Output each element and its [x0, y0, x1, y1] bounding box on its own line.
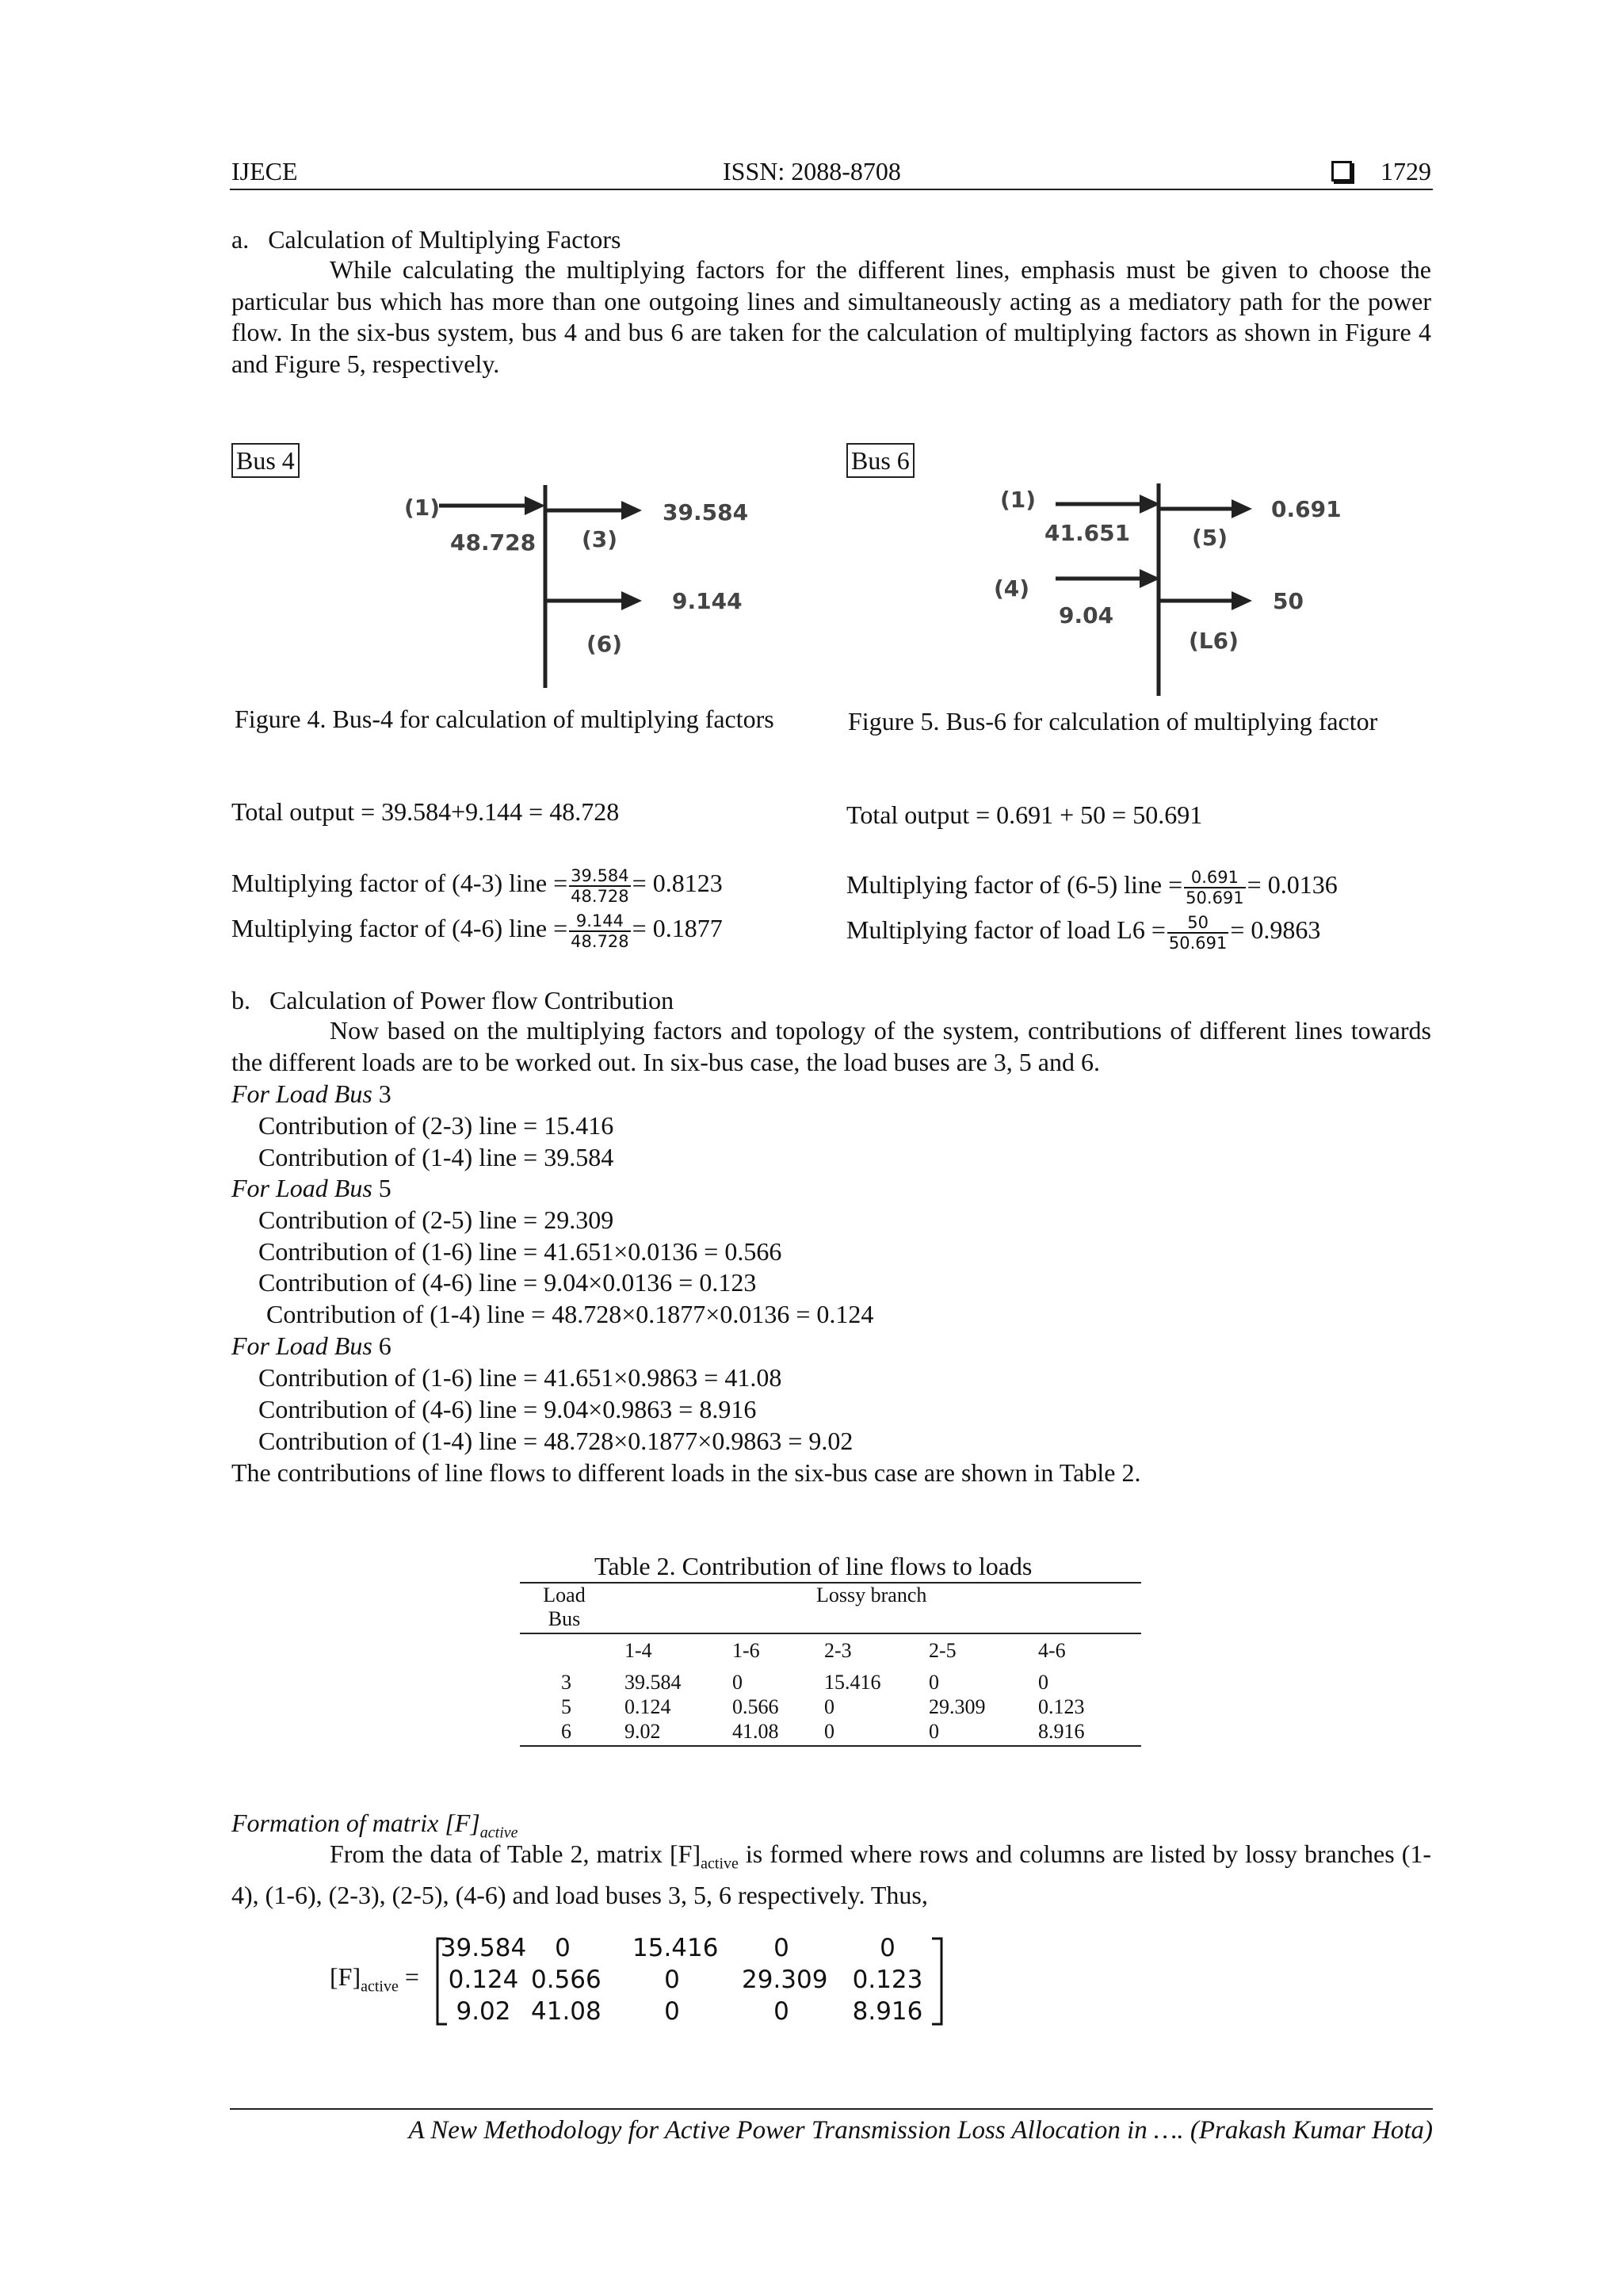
issn: ISSN: 2088-8708: [723, 157, 901, 185]
table2-col-header: 2-3: [824, 1639, 852, 1662]
matrix-cell: 41.08: [531, 1997, 601, 2026]
table2-group-header: Lossy branch: [816, 1584, 927, 1606]
mf-4-6-equation: Multiplying factor of (4-6) line = $\frac{9.144}{48.728}$ = 0.1877: [231, 911, 723, 951]
lb5-contribution-3: Contribution of (4-6) line = 9.04×0.0136 = 0.123: [258, 1268, 757, 1297]
bus6-label-box: Bus 6: [846, 443, 915, 478]
section-b-paragraph: Now based on the multiplying factors and topology of the system, contributions of different lines towards the different loads are to be worked out. In six-bus case, the load buses are 3, 5 and 6.: [231, 1016, 1431, 1076]
table-row: [520, 1720, 1141, 1744]
bus6-out2-label: (L6): [1189, 628, 1239, 654]
table-cell: 0: [929, 1671, 939, 1694]
table-cell-bus: 3: [561, 1671, 571, 1694]
matrix-paragraph: From the data of Table 2, matrix $[F]_{active}$ is formed where rows and columns are listed by lossy branches (1-4), (1-6), (2-3), (2-5), (4-6) and load buses 3, 5, 6 respectively. Thus,: [231, 1839, 1432, 1909]
matrix-heading: Formation of matrix $[F]_{active}$: [231, 1809, 518, 1842]
matrix-cell: 0: [773, 1934, 789, 1962]
table-cell: 15.416: [824, 1671, 881, 1694]
lb6-contribution-3: Contribution of (1-4) line = 48.728×0.1877×0.9863 = 9.02: [258, 1427, 854, 1455]
table-cell: 0: [929, 1720, 939, 1743]
matrix-cell: 0.566: [531, 1966, 601, 1994]
matrix-lhs: $[F]_{active}$ =: [330, 1962, 419, 1996]
bus6-in2-label: (4): [994, 575, 1030, 602]
matrix-cell: 0: [555, 1934, 571, 1962]
header-rule: [230, 189, 1433, 190]
load-bus-5-heading: For Load Bus 5: [231, 1174, 391, 1202]
table2-bottom-rule: [520, 1745, 1141, 1747]
matrix-cell: 39.584: [440, 1934, 527, 1962]
table-cell: 0: [732, 1671, 743, 1694]
table2-col-header: 1-6: [732, 1639, 760, 1662]
footer-rule: [230, 2108, 1433, 2110]
matrix-cell: 15.416: [632, 1934, 719, 1962]
mf-load-l6-equation: Multiplying factor of load L6 = $\frac{50}{50.691}$ = 0.9863: [846, 912, 1321, 953]
bus6-total-output: Total output = 0.691 + 50 = 50.691: [846, 800, 1203, 829]
bus6-out2-value: 50: [1273, 588, 1304, 614]
table-row: [520, 1695, 1141, 1719]
mf-6-5-equation: Multiplying factor of (6-5) line = $\frac{0.691}{50.691}$ = 0.0136: [846, 867, 1338, 907]
lb6-contribution-1: Contribution of (1-6) line = 41.651×0.9863 = 41.08: [258, 1363, 782, 1392]
bus4-in-label: (1): [404, 495, 441, 521]
lb3-contribution-2: Contribution of (1-4) line = 39.584: [258, 1143, 614, 1171]
lb5-contribution-1: Contribution of (2-5) line = 29.309: [258, 1205, 614, 1234]
journal-name: IJECE: [231, 157, 298, 185]
table-cell-bus: 6: [561, 1720, 571, 1743]
table2-column-headers: [520, 1639, 1141, 1664]
page-number: 1729: [1381, 157, 1431, 185]
table2-mid-rule: [520, 1633, 1141, 1634]
matrix-cell: 8.916: [852, 1997, 923, 2026]
matrix-cell: 0.123: [852, 1966, 923, 1994]
table-cell: 41.08: [732, 1720, 779, 1743]
figure4-caption: Figure 4. Bus-4 for calculation of multiplying factors: [235, 705, 774, 733]
table-cell: 0: [1038, 1671, 1048, 1694]
table2-col-header: 1-4: [624, 1639, 652, 1662]
section-a-paragraph: While calculating the multiplying factors for the different lines, emphasis must be given to choose the particular bus which has more than one outgoing lines and simultaneously acting as a mediatory path for the power flow. In the six-bus system, bus 4 and bus 6 are taken for the calculation of multiplying factors as shown in Figure 4 and Figure 5, respectively.: [231, 255, 1431, 378]
table2-col-header: 2-5: [929, 1639, 957, 1662]
bus4-total-output: Total output = 39.584+9.144 = 48.728: [231, 797, 620, 826]
section-b-heading: b. Calculation of Power flow Contribution: [231, 986, 674, 1014]
bus6-in1-label: (1): [1000, 487, 1037, 513]
mf-4-3-equation: Multiplying factor of (4-3) line = $\frac{39.584}{48.728}$ = 0.8123: [231, 865, 723, 906]
table-cell-bus: 5: [561, 1695, 571, 1718]
bus4-out2-value: 9.144: [672, 588, 743, 614]
matrix-cell: 0.124: [448, 1966, 519, 1994]
table-cell: 29.309: [929, 1695, 986, 1718]
table-cell: 0.124: [624, 1695, 671, 1718]
table2-col-header: 4-6: [1038, 1639, 1066, 1662]
matrix-cell: 0: [664, 1997, 680, 2026]
bus6-out1-label: (5): [1192, 525, 1228, 551]
mf-4-6-fraction: $\frac{9.144}{48.728}$: [571, 911, 629, 951]
table-cell: 0.123: [1038, 1695, 1085, 1718]
table2-col0-header: Load Bus: [543, 1584, 586, 1630]
table-cell: 9.02: [624, 1720, 661, 1743]
load-bus-3-heading: For Load Bus 3: [231, 1079, 391, 1108]
load-bus-6-heading: For Load Bus 6: [231, 1331, 391, 1360]
mf-6-5-fraction: $\frac{0.691}{50.691}$: [1186, 867, 1244, 907]
figure5-caption: Figure 5. Bus-6 for calculation of multiplying factor: [848, 707, 1378, 735]
lb5-contribution-2: Contribution of (1-6) line = 41.651×0.0136 = 0.566: [258, 1237, 782, 1266]
bus4-in-value: 48.728: [450, 529, 537, 556]
bus4-label-box: Bus 4: [231, 443, 300, 478]
table-row: [520, 1671, 1141, 1694]
matrix-cell: 0: [880, 1934, 896, 1962]
bus6-out1-value: 0.691: [1271, 496, 1342, 522]
section-b-closing: The contributions of line flows to different loads in the six-bus case are shown in Table 2.: [231, 1458, 1141, 1487]
bus6-in1-value: 41.651: [1044, 520, 1131, 546]
table-cell: 0.566: [732, 1695, 779, 1718]
table-cell: 8.916: [1038, 1720, 1085, 1743]
mf-load-l6-fraction: $\frac{50}{50.691}$: [1168, 912, 1228, 953]
checkbox-square-icon: [1331, 161, 1352, 181]
bus6-in2-value: 9.04: [1059, 602, 1114, 628]
running-title: A New Methodology for Active Power Transmission Loss Allocation in …. (Prakash Kumar Hota): [408, 2116, 1433, 2145]
matrix-cell: 0: [664, 1966, 680, 1994]
matrix-body: [428, 1934, 935, 2029]
table-cell: 0: [824, 1720, 834, 1743]
bus4-out2-label: (6): [586, 631, 623, 657]
bus4-out1-label: (3): [582, 526, 618, 552]
matrix-cell: 29.309: [742, 1966, 828, 1994]
table-cell: 39.584: [624, 1671, 682, 1694]
lb6-contribution-2: Contribution of (4-6) line = 9.04×0.9863 = 8.916: [258, 1395, 757, 1423]
section-a-heading: a. Calculation of Multiplying Factors: [231, 225, 621, 254]
bus4-out1-value: 39.584: [663, 499, 749, 525]
mf-4-3-fraction: $\frac{39.584}{48.728}$: [571, 865, 629, 906]
matrix-cell: 0: [773, 1997, 789, 2026]
lb3-contribution-1: Contribution of (2-3) line = 15.416: [258, 1111, 614, 1140]
table2-caption: Table 2. Contribution of line flows to loads: [594, 1552, 1033, 1580]
lb5-contribution-4: Contribution of (1-4) line = 48.728×0.1877×0.0136 = 0.124: [266, 1300, 874, 1328]
table-cell: 0: [824, 1695, 834, 1718]
matrix-cell: 9.02: [456, 1997, 511, 2026]
